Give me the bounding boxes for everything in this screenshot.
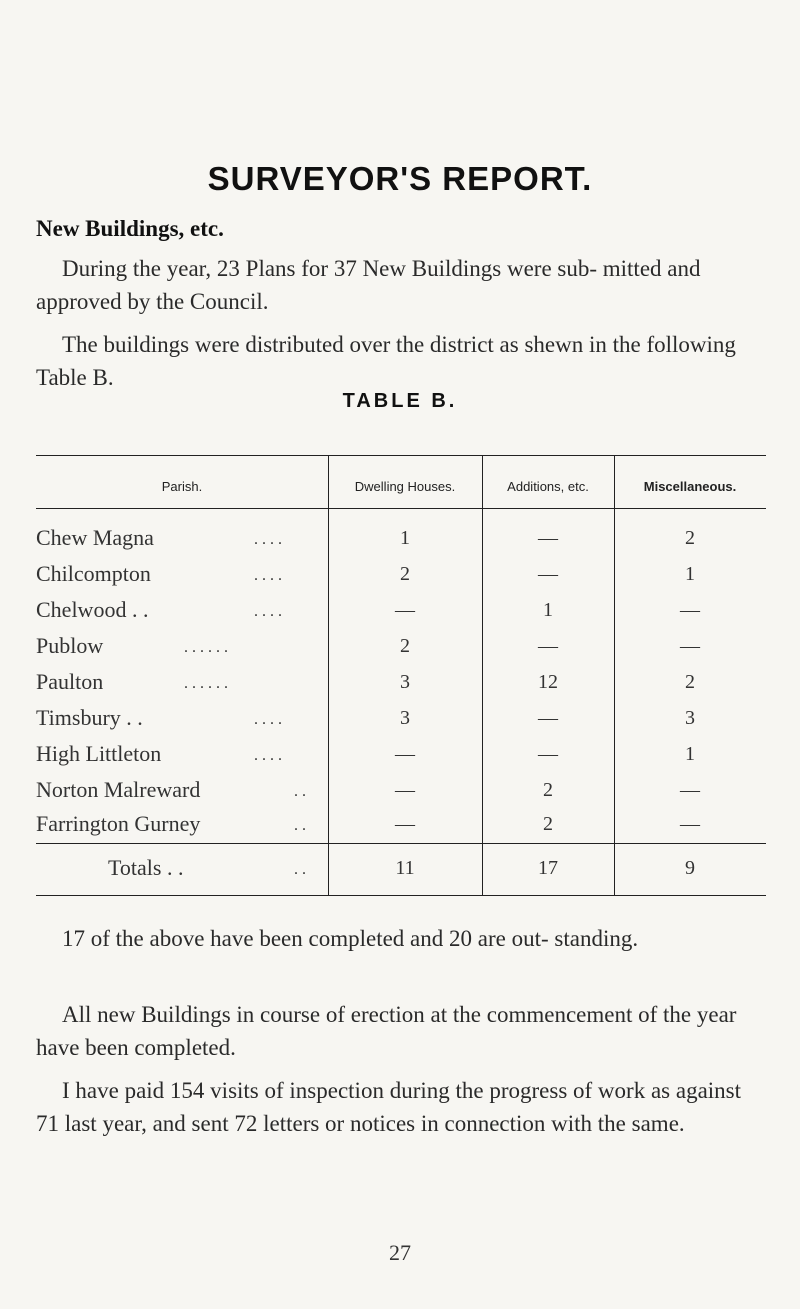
leader-dots: . . . . bbox=[254, 567, 282, 584]
totals-label: Totals . . bbox=[108, 855, 184, 880]
paragraph-completed: 17 of the above have been completed and 20 are out- standing. bbox=[62, 926, 639, 951]
dwelling-houses-value: 2 bbox=[400, 563, 410, 585]
additions-value: — bbox=[538, 563, 558, 585]
header-parish: Parish. bbox=[161, 479, 203, 494]
miscellaneous-value: 3 bbox=[685, 707, 695, 729]
table-row bbox=[36, 597, 766, 633]
table-bottom-rule bbox=[36, 895, 766, 896]
table-row bbox=[36, 811, 766, 847]
leader-dots: . . . . bbox=[254, 747, 282, 764]
table-row bbox=[36, 525, 766, 561]
miscellaneous-value: 1 bbox=[685, 743, 695, 765]
parish-name: Paulton bbox=[36, 669, 104, 694]
parish-name: Chew Magna bbox=[36, 525, 154, 550]
page-number: 27 bbox=[389, 1240, 411, 1265]
total-miscellaneous: 9 bbox=[685, 857, 695, 879]
table-row bbox=[36, 777, 766, 813]
leader-dots: . . . . . . bbox=[184, 675, 228, 692]
leader-dots: . . bbox=[294, 817, 306, 834]
table-title: TABLE B. bbox=[342, 390, 458, 412]
parish-name: High Littleton bbox=[36, 741, 162, 766]
additions-value: — bbox=[538, 635, 558, 657]
miscellaneous-value: 1 bbox=[685, 563, 695, 585]
parish-name: Chelwood . . bbox=[36, 597, 149, 622]
report-title: SURVEYOR'S REPORT. bbox=[207, 160, 593, 197]
miscellaneous-value: 2 bbox=[685, 527, 695, 549]
table-row bbox=[36, 669, 766, 705]
additions-value: 2 bbox=[543, 779, 553, 801]
miscellaneous-value: — bbox=[680, 635, 700, 657]
paragraph-erection: All new Buildings in course of erection at the commencement of the year have been completed. bbox=[36, 1002, 737, 1060]
parish-name: Chilcompton bbox=[36, 561, 151, 586]
leader-dots: . . . . bbox=[254, 711, 282, 728]
parish-name: Publow bbox=[36, 633, 104, 658]
additions-value: — bbox=[538, 707, 558, 729]
header-additions: Additions, etc. bbox=[507, 479, 589, 494]
miscellaneous-value: — bbox=[680, 599, 700, 621]
dwelling-houses-value: — bbox=[395, 779, 415, 801]
table-row bbox=[36, 561, 766, 597]
dwelling-houses-value: 1 bbox=[400, 527, 410, 549]
header-dwelling-houses: Dwelling Houses. bbox=[354, 479, 456, 494]
table-row bbox=[36, 633, 766, 669]
additions-value: 12 bbox=[538, 671, 558, 693]
section-subheading: New Buildings, etc. bbox=[36, 216, 224, 241]
leader-dots: . . bbox=[294, 783, 306, 800]
header-miscellaneous: Miscellaneous. bbox=[643, 479, 737, 494]
totals-row bbox=[36, 855, 766, 891]
total-additions: 17 bbox=[538, 857, 558, 879]
parish-name: Norton Malreward bbox=[36, 777, 201, 802]
parish-name: Farrington Gurney bbox=[36, 811, 201, 836]
miscellaneous-value: — bbox=[680, 813, 700, 835]
miscellaneous-value: — bbox=[680, 779, 700, 801]
buildings-table bbox=[36, 455, 766, 900]
parish-name: Timsbury . . bbox=[36, 705, 143, 730]
total-dwelling-houses: 11 bbox=[395, 857, 415, 879]
additions-value: — bbox=[538, 527, 558, 549]
leader-dots: . . . . bbox=[254, 531, 282, 548]
leader-dots: . . bbox=[294, 861, 306, 878]
leader-dots: . . . . . . bbox=[184, 639, 228, 656]
miscellaneous-value: 2 bbox=[685, 671, 695, 693]
dwelling-houses-value: 2 bbox=[400, 635, 410, 657]
paragraph-distribution: The buildings were distributed over the district as shewn in the following Table B. bbox=[36, 332, 736, 390]
dwelling-houses-value: — bbox=[395, 599, 415, 621]
paragraph-plans: During the year, 23 Plans for 37 New Buildings were sub- mitted and approved by the Council. bbox=[36, 256, 701, 314]
dwelling-houses-value: 3 bbox=[400, 707, 410, 729]
table-top-rule bbox=[36, 455, 766, 456]
paragraph-inspections: I have paid 154 visits of inspection during the progress of work as against 71 last year, and sent 72 letters or notices in connection with the same. bbox=[36, 1078, 742, 1136]
additions-value: — bbox=[538, 743, 558, 765]
dwelling-houses-value: — bbox=[395, 743, 415, 765]
dwelling-houses-value: 3 bbox=[400, 671, 410, 693]
additions-value: 2 bbox=[543, 813, 553, 835]
leader-dots: . . . . bbox=[254, 603, 282, 620]
table-row bbox=[36, 705, 766, 741]
table-row bbox=[36, 741, 766, 777]
dwelling-houses-value: — bbox=[395, 813, 415, 835]
header-bottom-rule bbox=[36, 508, 766, 509]
additions-value: 1 bbox=[543, 599, 553, 621]
